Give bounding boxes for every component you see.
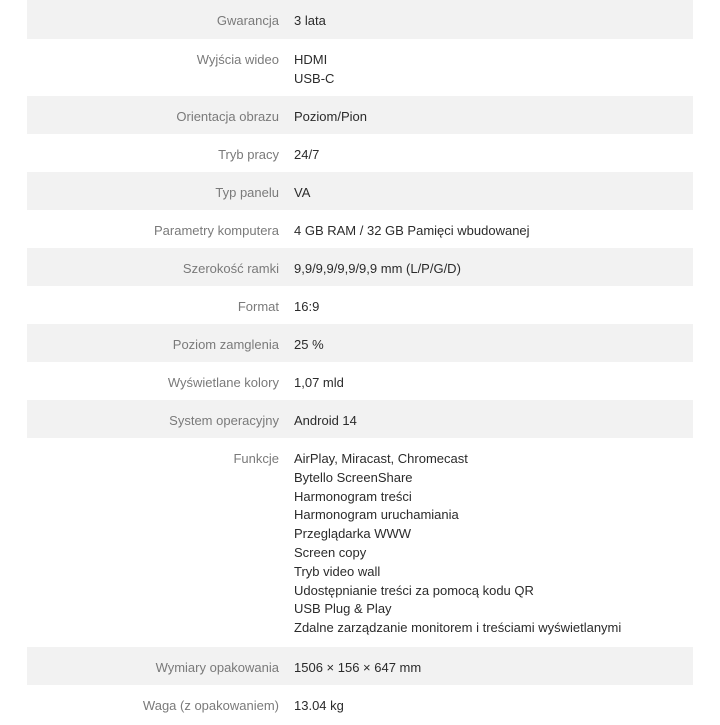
spec-value-line: Przeglądarka WWW (294, 526, 412, 542)
spec-value-line: 13.04 kg (294, 698, 344, 713)
spec-value-line: Poziom/Pion (294, 109, 367, 124)
spec-value (294, 51, 334, 89)
spec-value (294, 108, 367, 127)
spec-table (27, 0, 693, 725)
spec-value-line: 1,07 mld (294, 375, 344, 390)
spec-value-line: Udostępnianie treści za pomocą kodu QR (294, 582, 534, 598)
spec-label: Wyświetlane kolory (167, 375, 279, 390)
spec-value (294, 184, 310, 203)
spec-label: Wymiary opakowania (155, 660, 279, 675)
spec-row-operating-system (27, 400, 693, 438)
spec-row-warranty (27, 0, 693, 39)
spec-row-package-dimensions (27, 647, 693, 685)
spec-value-line: Harmonogram treści (294, 488, 412, 504)
spec-label: Typ panelu (215, 185, 279, 200)
spec-value-line: Android 14 (294, 413, 357, 428)
spec-value-line: USB-C (294, 70, 335, 86)
spec-value-line: 24/7 (294, 147, 320, 162)
spec-row-video-outputs (27, 39, 693, 96)
spec-label: Orientacja obrazu (176, 109, 279, 124)
spec-value-line: 25 % (294, 337, 324, 352)
spec-value-line: 4 GB RAM / 32 GB Pamięci wbudowanej (294, 223, 530, 238)
spec-value (294, 298, 319, 317)
spec-value-line: 16:9 (294, 299, 320, 314)
spec-value (294, 412, 357, 431)
spec-row-bezel-width (27, 248, 693, 286)
spec-row-panel-type (27, 172, 693, 210)
spec-value (294, 12, 326, 31)
spec-value-line: Bytello ScreenShare (294, 469, 413, 485)
spec-row-features (27, 438, 693, 647)
spec-value-line: Tryb video wall (294, 563, 381, 579)
spec-row-orientation (27, 96, 693, 134)
spec-value (294, 222, 530, 241)
spec-value-line: AirPlay, Miracast, Chromecast (294, 451, 468, 466)
spec-value (294, 336, 324, 355)
spec-value-line: 9,9/9,9/9,9/9,9 mm (L/P/G/D) (294, 261, 461, 276)
spec-value (294, 374, 344, 393)
spec-value-line: VA (294, 185, 311, 200)
spec-row-operating-mode (27, 134, 693, 172)
spec-value-line: 1506 × 156 × 647 mm (294, 660, 422, 675)
spec-label: Funkcje (233, 451, 279, 466)
spec-row-computer-params (27, 210, 693, 248)
spec-row-weight (27, 685, 693, 725)
spec-value (294, 260, 461, 279)
spec-label: Format (237, 299, 279, 314)
spec-value-line: Harmonogram uruchamiania (294, 507, 459, 523)
spec-value (294, 146, 319, 165)
spec-row-displayed-colors (27, 362, 693, 400)
spec-label: Gwarancja (216, 13, 279, 28)
spec-value-line: Zdalne zarządzanie monitorem i treściami wyświetlanymi (294, 620, 622, 636)
spec-label: Szerokość ramki (182, 261, 279, 276)
spec-value-line: HDMI (294, 52, 328, 67)
spec-value-line: USB Plug & Play (294, 601, 392, 617)
spec-label: Wyjścia wideo (196, 52, 279, 67)
spec-row-format (27, 286, 693, 324)
spec-value-line: 3 lata (294, 13, 326, 28)
spec-label: Parametry komputera (154, 223, 279, 238)
spec-value-line: Screen copy (294, 544, 367, 560)
spec-value (294, 659, 421, 678)
spec-label: Waga (z opakowaniem) (142, 698, 279, 713)
spec-row-haze-level (27, 324, 693, 362)
spec-label: System operacyjny (169, 413, 279, 428)
spec-value (294, 697, 344, 716)
spec-label: Tryb pracy (218, 147, 279, 162)
spec-value (294, 450, 621, 638)
spec-label: Poziom zamglenia (172, 337, 279, 352)
